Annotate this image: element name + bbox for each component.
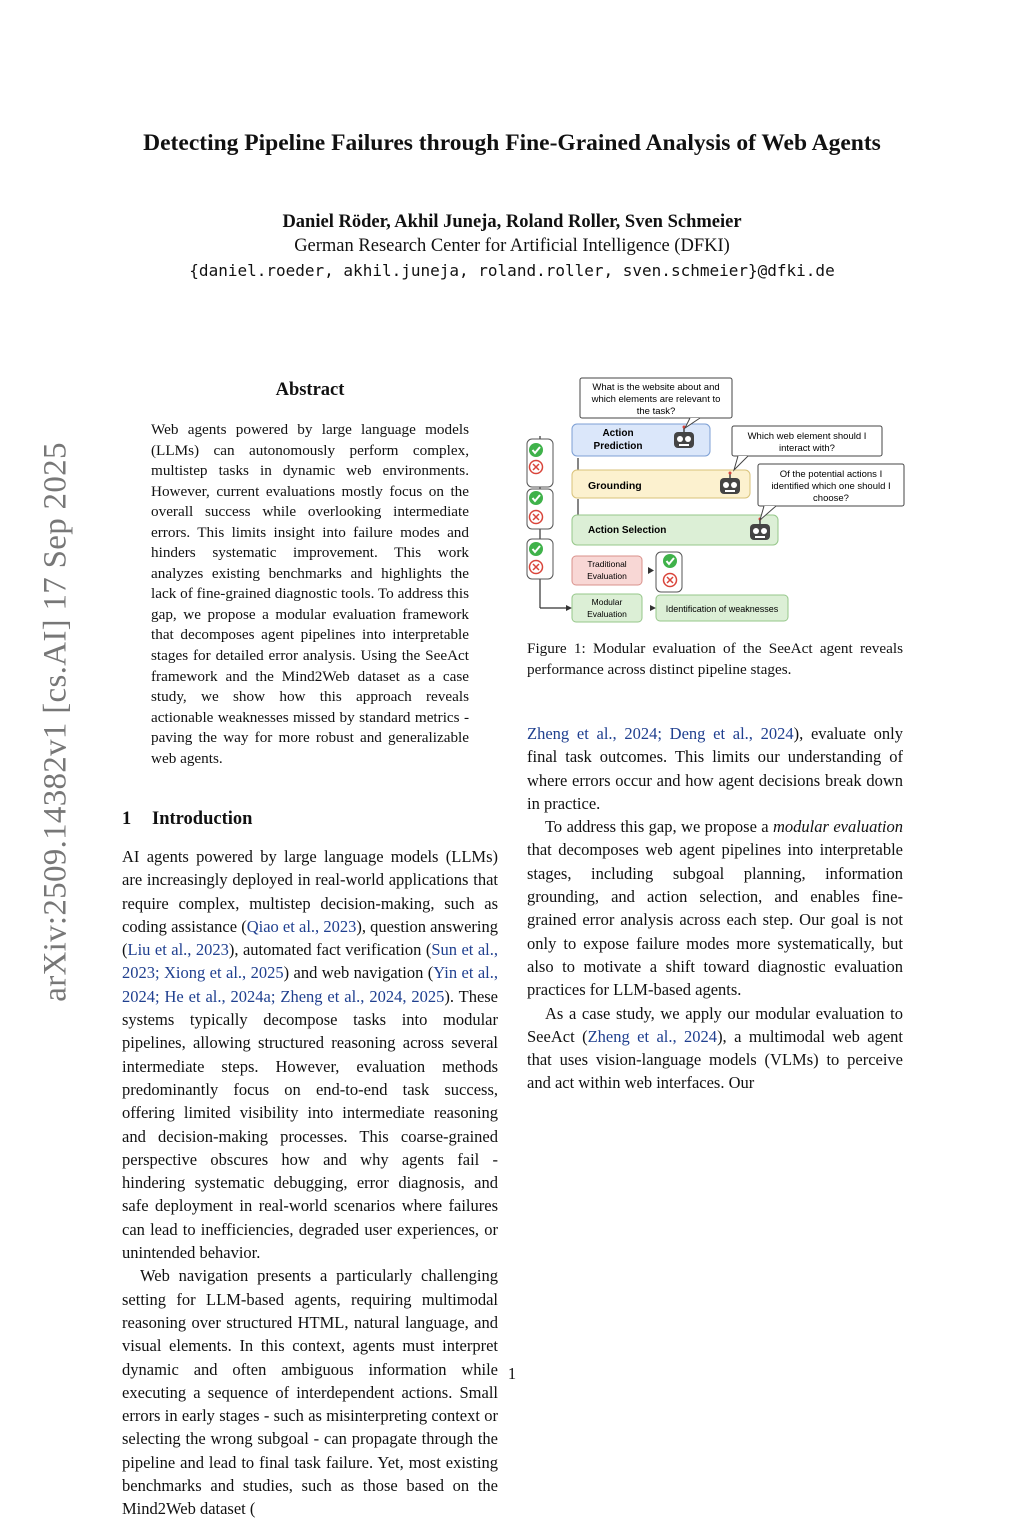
stage-grounding-label: Grounding	[588, 480, 642, 492]
intro-paragraph-3	[527, 815, 903, 1001]
paragraph-text: ), evaluate only final task outcomes. This limits our understanding of where errors occur and how agent decisions break down in practice.	[527, 724, 903, 813]
intro-paragraph-1	[122, 845, 498, 1264]
right-column	[527, 722, 903, 1095]
affiliation: German Research Center for Artificial Intelligence (DFKI)	[294, 236, 730, 256]
intro-paragraph-2-start: Web navigation presents a particularly challenging setting for LLM-based agents, requiring multimodal reasoning over structured HTML, natural language, and visual elements. In this context, agents must interpret dynamic and often ambiguous information while executing a sequence of interdependent actions. Small errors in early stages - such as misinterpreting context or selecting the wrong subgoal - can propagate through the pipeline and lead to final task failure. Yet, most existing benchmarks and studies, such as those based on the Mind2Web dataset (	[122, 1266, 498, 1519]
intro-paragraph-4	[527, 1002, 903, 1095]
paragraph-text: AI agents powered by large language models (LLMs) are increasingly deployed in real-world applications that require complex, multistep decision-making, such as coding assistance (	[122, 847, 498, 936]
bubble-2-line2: interact with?	[779, 443, 835, 454]
stage-action-prediction-line2: Prediction	[593, 441, 643, 452]
bubble-1-line3: the task?	[636, 406, 676, 417]
figure-1-diagram	[520, 374, 910, 632]
modular-evaluation-line1: Modular	[591, 597, 623, 607]
check-icon	[529, 542, 543, 556]
left-column	[122, 845, 498, 1521]
identification-box	[656, 595, 788, 621]
modular-evaluation-box	[572, 594, 642, 622]
paragraph-text: As a case study, we apply our modular evaluation to SeeAct (	[527, 1003, 903, 1046]
citation-link[interactable]: Liu et al., 2023	[127, 940, 229, 960]
eval-group-2	[527, 489, 553, 529]
paragraph-text: ). These systems typically decompose tasks into modular pipelines, allowing structured reasoning across several intermediate steps. However, evaluation methods predominantly focus on end-to-end task success, offering limited visibility into intermediate reasoning and decision-making processes. This coarse-grained perspective obscures how and why agents fail - hindering systematic debugging, error diagnosis, and safe deployment in real-world scenarios where failures can lead to inefficiencies, degraded user experiences, or unintended behavior.	[122, 986, 499, 1263]
modular-evaluation-line2: Evaluation	[587, 609, 627, 619]
bubble-1-line2: which elements are relevant to	[591, 394, 721, 405]
citation-link[interactable]: Qiao et al., 2023	[246, 916, 357, 936]
intro-paragraph-2-cont	[527, 722, 903, 815]
check-icon	[529, 443, 543, 457]
bubble-1-line1: What is the website about and	[592, 382, 720, 393]
emphasis-text: modular evaluation	[773, 817, 903, 837]
abstract-body: Web agents powered by large language models (LLMs) can autonomously perform complex, multistep tasks in dynamic web environments. However, current evaluations mostly focus on the overall success while overlooking intermediate errors. This limits insight into failure modes and hinders systematic improvement. This work analyzes existing benchmarks and highlights the lack of fine-grained diagnostic tools. To address this gap, we propose a modular evaluation framework that decomposes agent pipelines into interpretable stages for detailed error analysis. Using the SeeAct framework and the Mind2Web dataset as a case study, we show how this approach reveals actionable weaknesses missed by standard metrics - paving the way for more robust and generalizable web agents.	[151, 421, 469, 767]
paragraph-text: To address this gap, we propose a	[545, 817, 774, 837]
abstract-heading: Abstract	[275, 380, 345, 400]
stage-action-selection-label: Action Selection	[588, 525, 667, 536]
citation-link[interactable]: Zheng et al., 2024	[587, 1026, 718, 1046]
paper-title: Detecting Pipeline Failures through Fine-Grained Analysis of Web Agents	[143, 130, 881, 156]
speech-bubble-3	[758, 464, 904, 520]
bubble-3-line3: choose?	[813, 493, 849, 504]
paragraph-text: ), a multimodal web agent that uses vision-language models (VLMs) to perceive and act within web interfaces. Our	[527, 1026, 903, 1093]
page-number: 1	[507, 1364, 517, 1383]
paragraph-text: that decomposes web agent pipelines into interpretable stages, including subgoal planning, information grounding, and action selection, and enables fine-grained error analysis across each step. Our goal is not only to expose failure modes more systematically, but also to motivate a shift toward diagnostic evaluation practices for LLM-based agents.	[527, 840, 903, 1000]
stage-action-selection	[572, 515, 778, 545]
section-number: 1	[122, 809, 132, 829]
author-emails: {daniel.roeder, akhil.juneja, roland.roller, sven.schmeier}@dfki.de	[189, 261, 835, 280]
paragraph-text: ), question answering (	[122, 916, 498, 960]
eval-group-1	[527, 439, 553, 487]
author-list: Daniel Röder, Akhil Juneja, Roland Roller, Sven Schmeier	[282, 212, 742, 232]
citation-link[interactable]: Yin et al., 2024; He et al., 2024a; Zheng et al., 2024, 2025	[122, 963, 499, 1006]
citation-link[interactable]: Zheng et al., 2024; Deng et al., 2024	[527, 724, 794, 743]
paragraph-text: ), automated fact verification (	[228, 940, 432, 960]
bubble-2-line1: Which web element should I	[747, 431, 867, 442]
eval-group-3	[527, 539, 553, 579]
bubble-3-line2: identified which one should I	[771, 481, 891, 492]
citation-link[interactable]: Sun et al., 2023; Xiong et al., 2025	[122, 940, 498, 983]
eval-group-4	[656, 552, 682, 592]
check-icon	[529, 491, 543, 505]
identification-label: Identification of weaknesses	[665, 604, 779, 614]
section-title: Introduction	[152, 809, 253, 829]
speech-bubble-2	[732, 426, 882, 470]
traditional-evaluation-box	[572, 556, 642, 585]
bubble-3-line1: Of the potential actions I	[779, 469, 883, 480]
figure-caption: Figure 1: Modular evaluation of the SeeAct agent reveals performance across distinct pipeline stages.	[527, 640, 903, 678]
stage-action-prediction-line1: Action	[602, 428, 634, 439]
speech-bubble-1	[580, 378, 732, 428]
check-icon	[663, 554, 677, 568]
section-heading-introduction	[122, 809, 252, 830]
traditional-evaluation-line2: Evaluation	[587, 571, 627, 581]
paragraph-text: ) and web navigation (	[283, 963, 434, 983]
traditional-evaluation-line1: Traditional	[587, 559, 627, 569]
